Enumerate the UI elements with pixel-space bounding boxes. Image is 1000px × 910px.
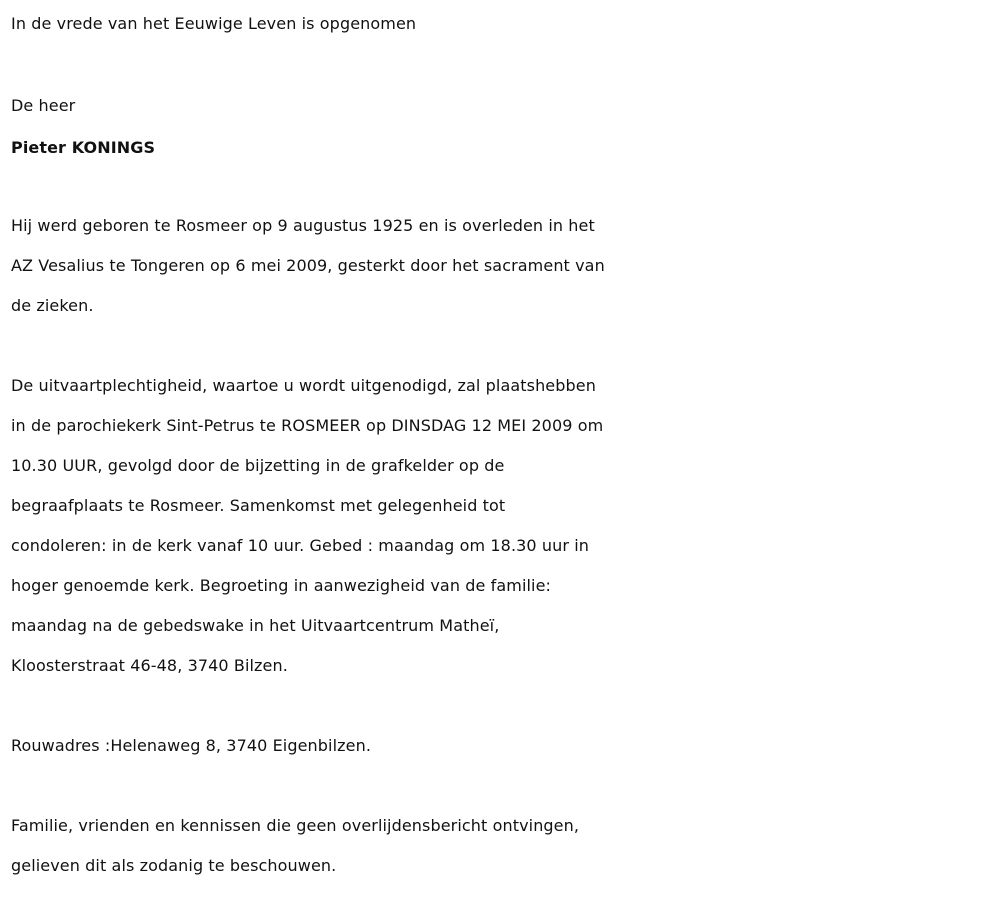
spacer	[11, 168, 996, 206]
spacer	[11, 326, 996, 366]
paragraph-line: maandag na de gebedswake in het Uitvaartcentrum Matheï,	[11, 616, 500, 635]
paragraph-line: in de parochiekerk Sint-Petrus te ROSMEER op DINSDAG 12 MEI 2009 om	[11, 416, 604, 435]
intro-line: In de vrede van het Eeuwige Leven is opgenomen	[11, 14, 417, 33]
mourning-address: Rouwadres :Helenaweg 8, 3740 Eigenbilzen.	[11, 736, 372, 755]
closing-paragraph	[11, 806, 996, 886]
paragraph-line: gelieven dit als zodanig te beschouwen.	[11, 856, 337, 875]
spacer	[11, 766, 996, 806]
paragraph-line: Hij werd geboren te Rosmeer op 9 augustus 1925 en is overleden in het	[11, 216, 595, 235]
paragraph-line: Familie, vrienden en kennissen die geen overlijdensbericht ontvingen,	[11, 816, 580, 835]
paragraph-line: Kloosterstraat 46-48, 3740 Bilzen.	[11, 656, 288, 675]
salutation: De heer	[11, 96, 76, 115]
paragraph-line: 10.30 UUR, gevolgd door de bijzetting in de grafkelder op de	[11, 456, 505, 475]
paragraph-line: De uitvaartplechtigheid, waartoe u wordt uitgenodigd, zal plaatshebben	[11, 376, 596, 395]
paragraph-line: condoleren: in de kerk vanaf 10 uur. Gebed : maandag om 18.30 uur in	[11, 536, 590, 555]
paragraph-line: hoger genoemde kerk. Begroeting in aanwezigheid van de familie:	[11, 576, 552, 595]
funeral-paragraph	[11, 366, 996, 686]
spacer	[11, 686, 996, 726]
deceased-name: Pieter KONINGS	[11, 138, 156, 157]
spacer	[11, 44, 996, 84]
birth-paragraph	[11, 206, 996, 326]
obituary-notice	[11, 0, 996, 886]
paragraph-line: AZ Vesalius te Tongeren op 6 mei 2009, gesterkt door het sacrament van	[11, 256, 605, 275]
paragraph-line: begraafplaats te Rosmeer. Samenkomst met gelegenheid tot	[11, 496, 506, 515]
paragraph-line: de zieken.	[11, 296, 94, 315]
